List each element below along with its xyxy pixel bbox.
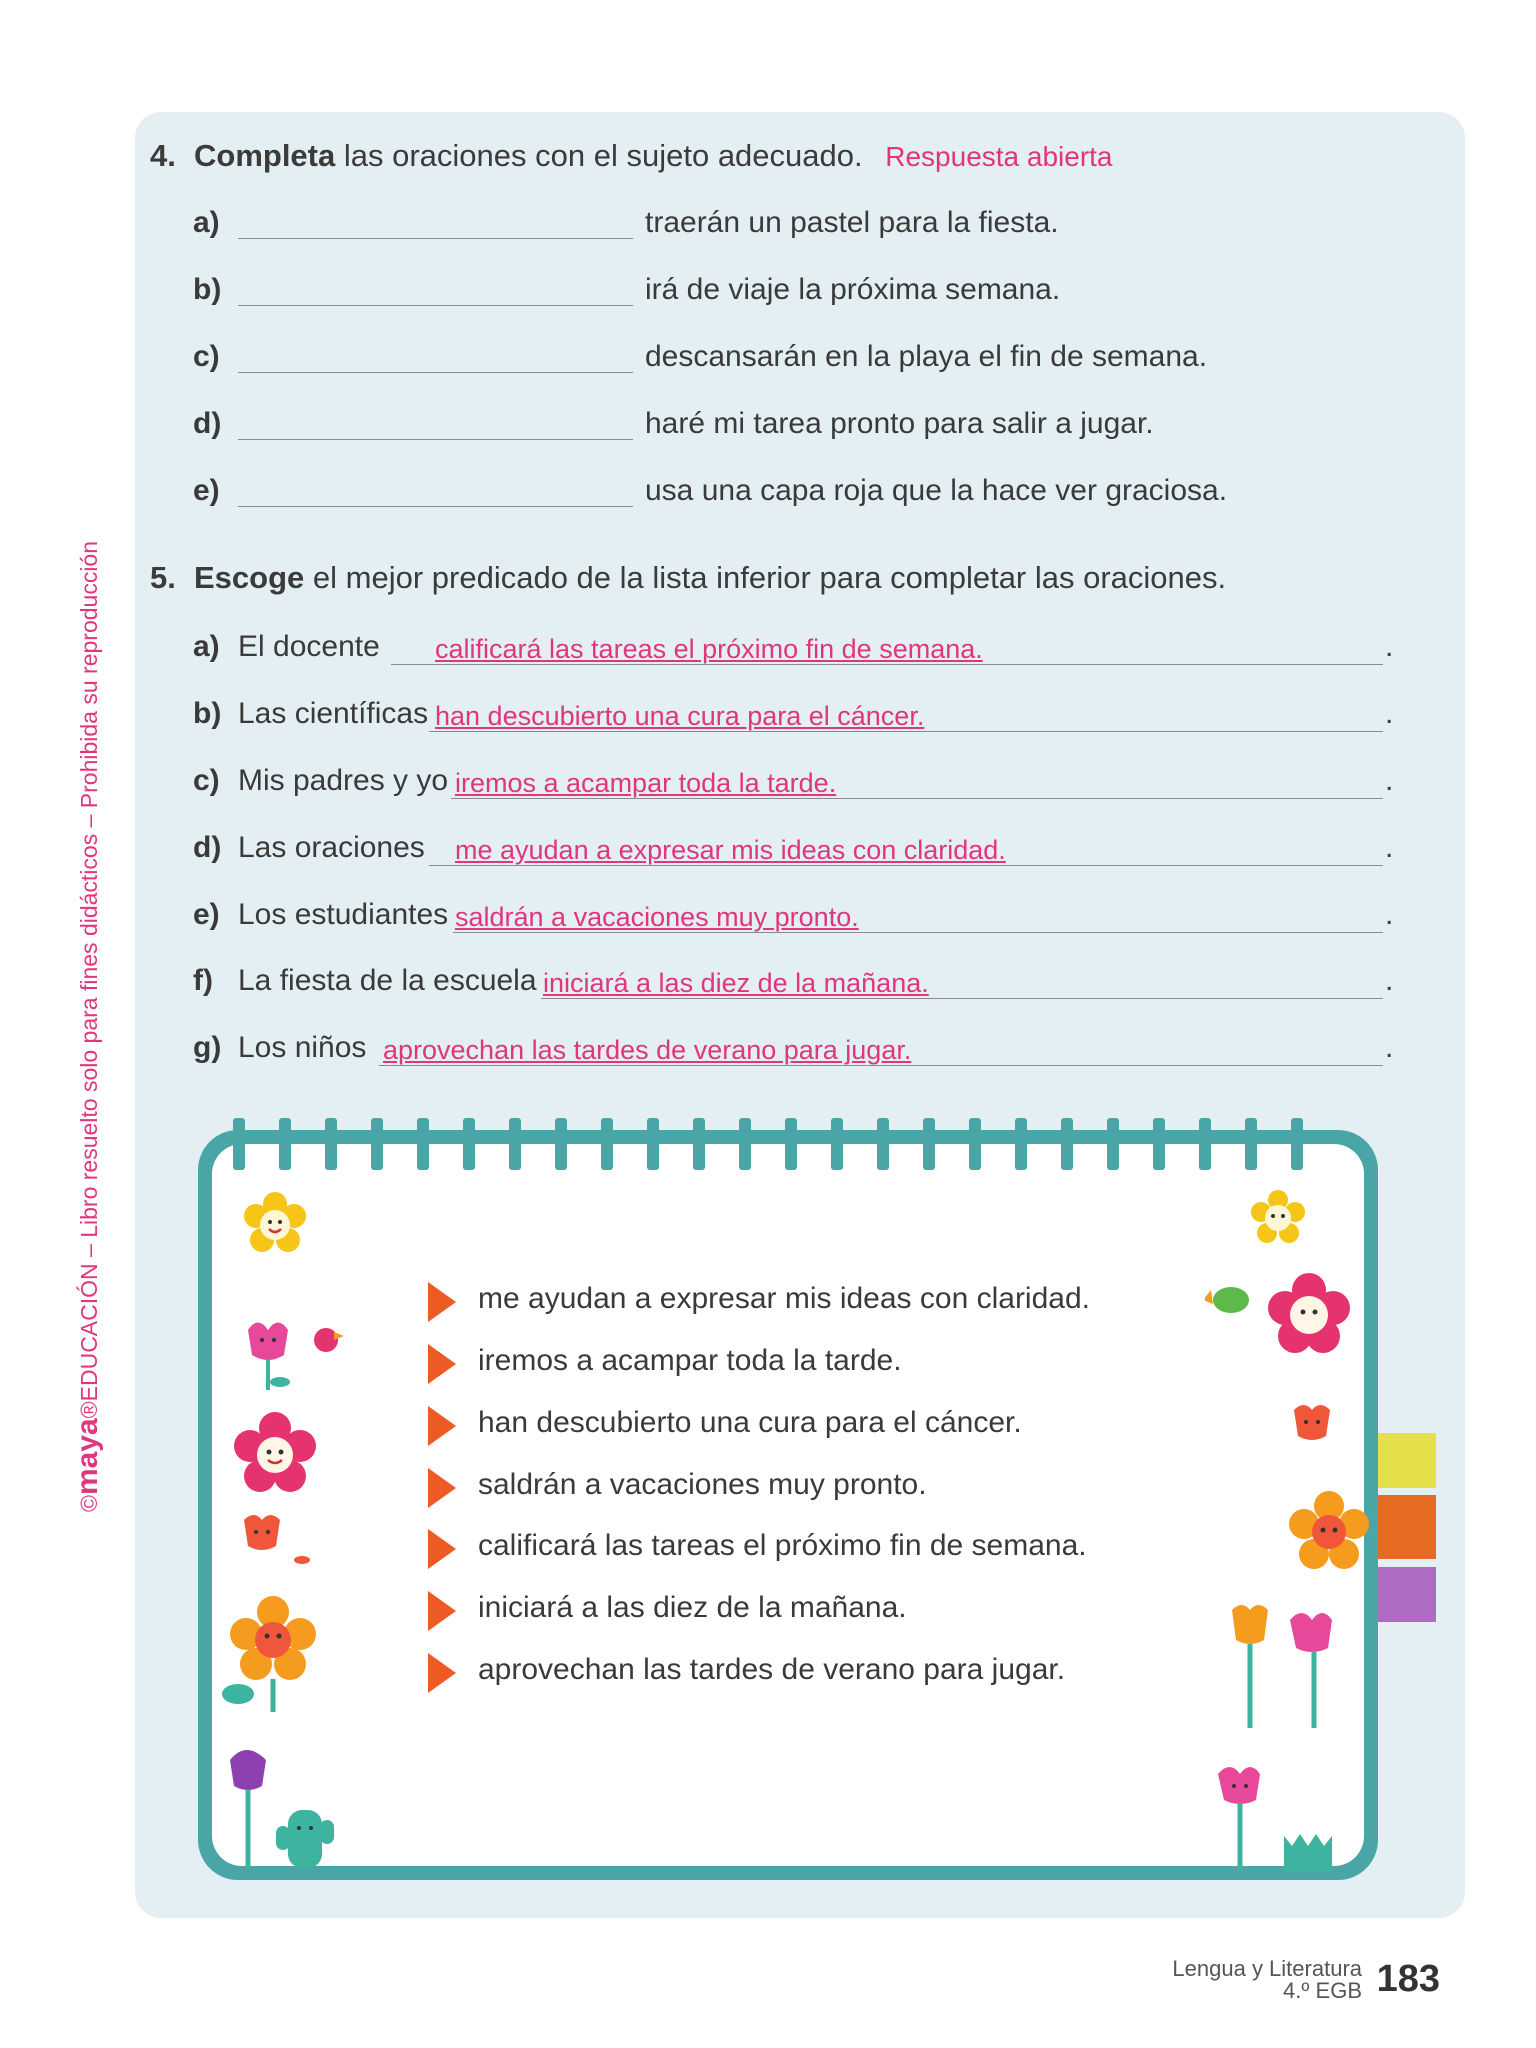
arrow-bullet-icon bbox=[428, 1406, 456, 1446]
exercise-verb: Escoge bbox=[194, 560, 305, 595]
exercise-4-title bbox=[150, 138, 1113, 174]
copyright-side-note bbox=[70, 540, 106, 1512]
item-period: . bbox=[1385, 630, 1394, 663]
sunflower-icon bbox=[1284, 1490, 1374, 1580]
item-subject: Mis padres y yo bbox=[238, 764, 449, 797]
notebook-spiral-rings bbox=[233, 1118, 1353, 1170]
spiral-ring bbox=[647, 1118, 659, 1170]
tulip-and-grass-icon bbox=[1188, 1754, 1348, 1874]
spiral-ring bbox=[693, 1118, 705, 1170]
spiral-ring bbox=[969, 1118, 981, 1170]
item-predicate: usa una capa roja que la hace ver graciosa. bbox=[645, 474, 1228, 507]
spiral-ring bbox=[1153, 1118, 1165, 1170]
spiral-ring bbox=[1245, 1118, 1257, 1170]
copyright-symbol: © bbox=[76, 1495, 102, 1512]
arrow-bullet-icon bbox=[428, 1529, 456, 1569]
item-period: . bbox=[1385, 697, 1394, 730]
exercise-5-item-d bbox=[193, 827, 1393, 871]
spiral-ring bbox=[463, 1118, 475, 1170]
predicate-option-text: aprovechan las tardes de verano para jugar. bbox=[478, 1653, 1066, 1686]
item-subject: Las científicas bbox=[238, 697, 429, 730]
spiral-ring bbox=[785, 1118, 797, 1170]
subject-blank[interactable] bbox=[238, 238, 633, 239]
spiral-ring bbox=[831, 1118, 843, 1170]
registered-symbol: ® bbox=[76, 1401, 102, 1419]
spiral-ring bbox=[1015, 1118, 1027, 1170]
item-period: . bbox=[1385, 764, 1394, 797]
spiral-ring bbox=[1199, 1118, 1211, 1170]
tulip-and-cactus-icon bbox=[226, 1740, 346, 1870]
spiral-ring bbox=[417, 1118, 429, 1170]
exercise-5-item-b bbox=[193, 693, 1393, 737]
item-period: . bbox=[1385, 964, 1394, 997]
item-period: . bbox=[1385, 898, 1394, 931]
arrow-bullet-icon bbox=[428, 1653, 456, 1693]
sunflower-icon bbox=[218, 1594, 328, 1714]
item-letter: d) bbox=[193, 407, 222, 440]
item-subject: Las oraciones bbox=[238, 831, 425, 864]
item-predicate: traerán un pastel para la fiesta. bbox=[645, 206, 1059, 239]
page-number: 183 bbox=[1376, 1958, 1440, 2000]
predicate-option-text: iremos a acampar toda la tarde. bbox=[478, 1344, 902, 1377]
section-tab-orange bbox=[1378, 1495, 1436, 1559]
exercise-verb: Completa bbox=[194, 138, 336, 173]
exercise-instruction: las oraciones con el sujeto adecuado. bbox=[343, 138, 863, 173]
item-letter: f) bbox=[193, 964, 213, 997]
item-answer: iniciará a las diez de la mañana. bbox=[543, 968, 929, 998]
exercise-5-item-e bbox=[193, 894, 1393, 938]
predicate-option-text: han descubierto una cura para el cáncer. bbox=[478, 1406, 1022, 1439]
item-predicate: haré mi tarea pronto para salir a jugar. bbox=[645, 407, 1154, 440]
spiral-ring bbox=[601, 1118, 613, 1170]
spiral-ring bbox=[233, 1118, 245, 1170]
subject-blank[interactable] bbox=[238, 372, 633, 373]
subject-name: Lengua y Literatura bbox=[1172, 1956, 1362, 1981]
spiral-ring bbox=[1291, 1118, 1303, 1170]
item-answer: me ayudan a expresar mis ideas con claridad. bbox=[455, 835, 1006, 865]
item-letter: e) bbox=[193, 474, 220, 507]
tulip-icon bbox=[240, 1510, 320, 1580]
exercise-number: 4. bbox=[150, 138, 176, 173]
two-tulips-icon bbox=[1228, 1600, 1348, 1730]
item-letter: c) bbox=[193, 764, 220, 797]
smiling-flower-icon bbox=[240, 1190, 310, 1260]
bird-and-flower-icon bbox=[1205, 1270, 1355, 1380]
section-tab-purple bbox=[1378, 1567, 1436, 1622]
arrow-bullet-icon bbox=[428, 1468, 456, 1508]
answer-note: Respuesta abierta bbox=[885, 141, 1113, 172]
predicate-option-text: iniciará a las diez de la mañana. bbox=[478, 1591, 907, 1624]
spiral-ring bbox=[739, 1118, 751, 1170]
exercise-5-item-a bbox=[193, 626, 1393, 670]
subject-blank[interactable] bbox=[238, 506, 633, 507]
exercise-5-title bbox=[150, 560, 1226, 596]
item-answer: saldrán a vacaciones muy pronto. bbox=[455, 902, 859, 932]
spiral-ring bbox=[509, 1118, 521, 1170]
spiral-ring bbox=[325, 1118, 337, 1170]
exercise-number: 5. bbox=[150, 560, 176, 595]
item-subject: La fiesta de la escuela bbox=[238, 964, 537, 997]
spiral-ring bbox=[279, 1118, 291, 1170]
tulip-and-bird-icon bbox=[238, 1310, 348, 1420]
spiral-ring bbox=[877, 1118, 889, 1170]
item-answer: han descubierto una cura para el cáncer. bbox=[435, 701, 925, 731]
item-letter: c) bbox=[193, 340, 220, 373]
predicate-option-text: saldrán a vacaciones muy pronto. bbox=[478, 1468, 927, 1501]
arrow-bullet-icon bbox=[428, 1591, 456, 1631]
item-answer: calificará las tareas el próximo fin de semana. bbox=[435, 634, 983, 664]
item-letter: b) bbox=[193, 697, 222, 730]
item-subject: El docente bbox=[238, 630, 380, 663]
item-period: . bbox=[1385, 1031, 1394, 1064]
item-answer: aprovechan las tardes de verano para jugar. bbox=[383, 1035, 912, 1065]
item-letter: a) bbox=[193, 630, 220, 663]
item-predicate: irá de viaje la próxima semana. bbox=[645, 273, 1061, 306]
predicate-option-text: calificará las tareas el próximo fin de semana. bbox=[478, 1529, 1087, 1562]
item-letter: a) bbox=[193, 206, 220, 239]
spiral-ring bbox=[371, 1118, 383, 1170]
tulip-icon bbox=[1290, 1400, 1350, 1460]
exercise-5-item-f bbox=[193, 960, 1393, 1004]
item-subject: Los estudiantes bbox=[238, 898, 449, 931]
item-letter: g) bbox=[193, 1031, 222, 1064]
predicate-option-text: me ayudan a expresar mis ideas con claridad. bbox=[478, 1282, 1090, 1315]
arrow-bullet-icon bbox=[428, 1344, 456, 1384]
item-predicate: descansarán en la playa el fin de semana. bbox=[645, 340, 1208, 373]
item-subject: Los niños bbox=[238, 1031, 367, 1064]
spiral-ring bbox=[1107, 1118, 1119, 1170]
subject-blank[interactable] bbox=[238, 305, 633, 306]
brand-logo-text: maya bbox=[71, 1418, 104, 1496]
exercise-5-item-c bbox=[193, 760, 1393, 804]
item-letter: d) bbox=[193, 831, 222, 864]
subject-blank[interactable] bbox=[238, 439, 633, 440]
spiral-ring bbox=[923, 1118, 935, 1170]
arrow-bullet-icon bbox=[428, 1282, 456, 1322]
section-tab-yellow bbox=[1378, 1433, 1436, 1488]
item-period: . bbox=[1385, 831, 1394, 864]
exercise-5-item-g bbox=[193, 1027, 1393, 1071]
item-answer: iremos a acampar toda la tarde. bbox=[455, 768, 837, 798]
spiral-ring bbox=[1061, 1118, 1073, 1170]
side-note-text: EDUCACIÓN – Libro resuelto solo para fines didácticos – Prohibida su reproducción bbox=[76, 540, 102, 1402]
smiling-flower-icon bbox=[1248, 1188, 1308, 1248]
grade-level: 4.º EGB bbox=[1283, 1978, 1362, 2003]
spiral-ring bbox=[555, 1118, 567, 1170]
exercise-instruction: el mejor predicado de la lista inferior para completar las oraciones. bbox=[312, 560, 1227, 595]
item-letter: b) bbox=[193, 273, 222, 306]
item-letter: e) bbox=[193, 898, 220, 931]
smiling-flower-icon bbox=[230, 1410, 320, 1500]
